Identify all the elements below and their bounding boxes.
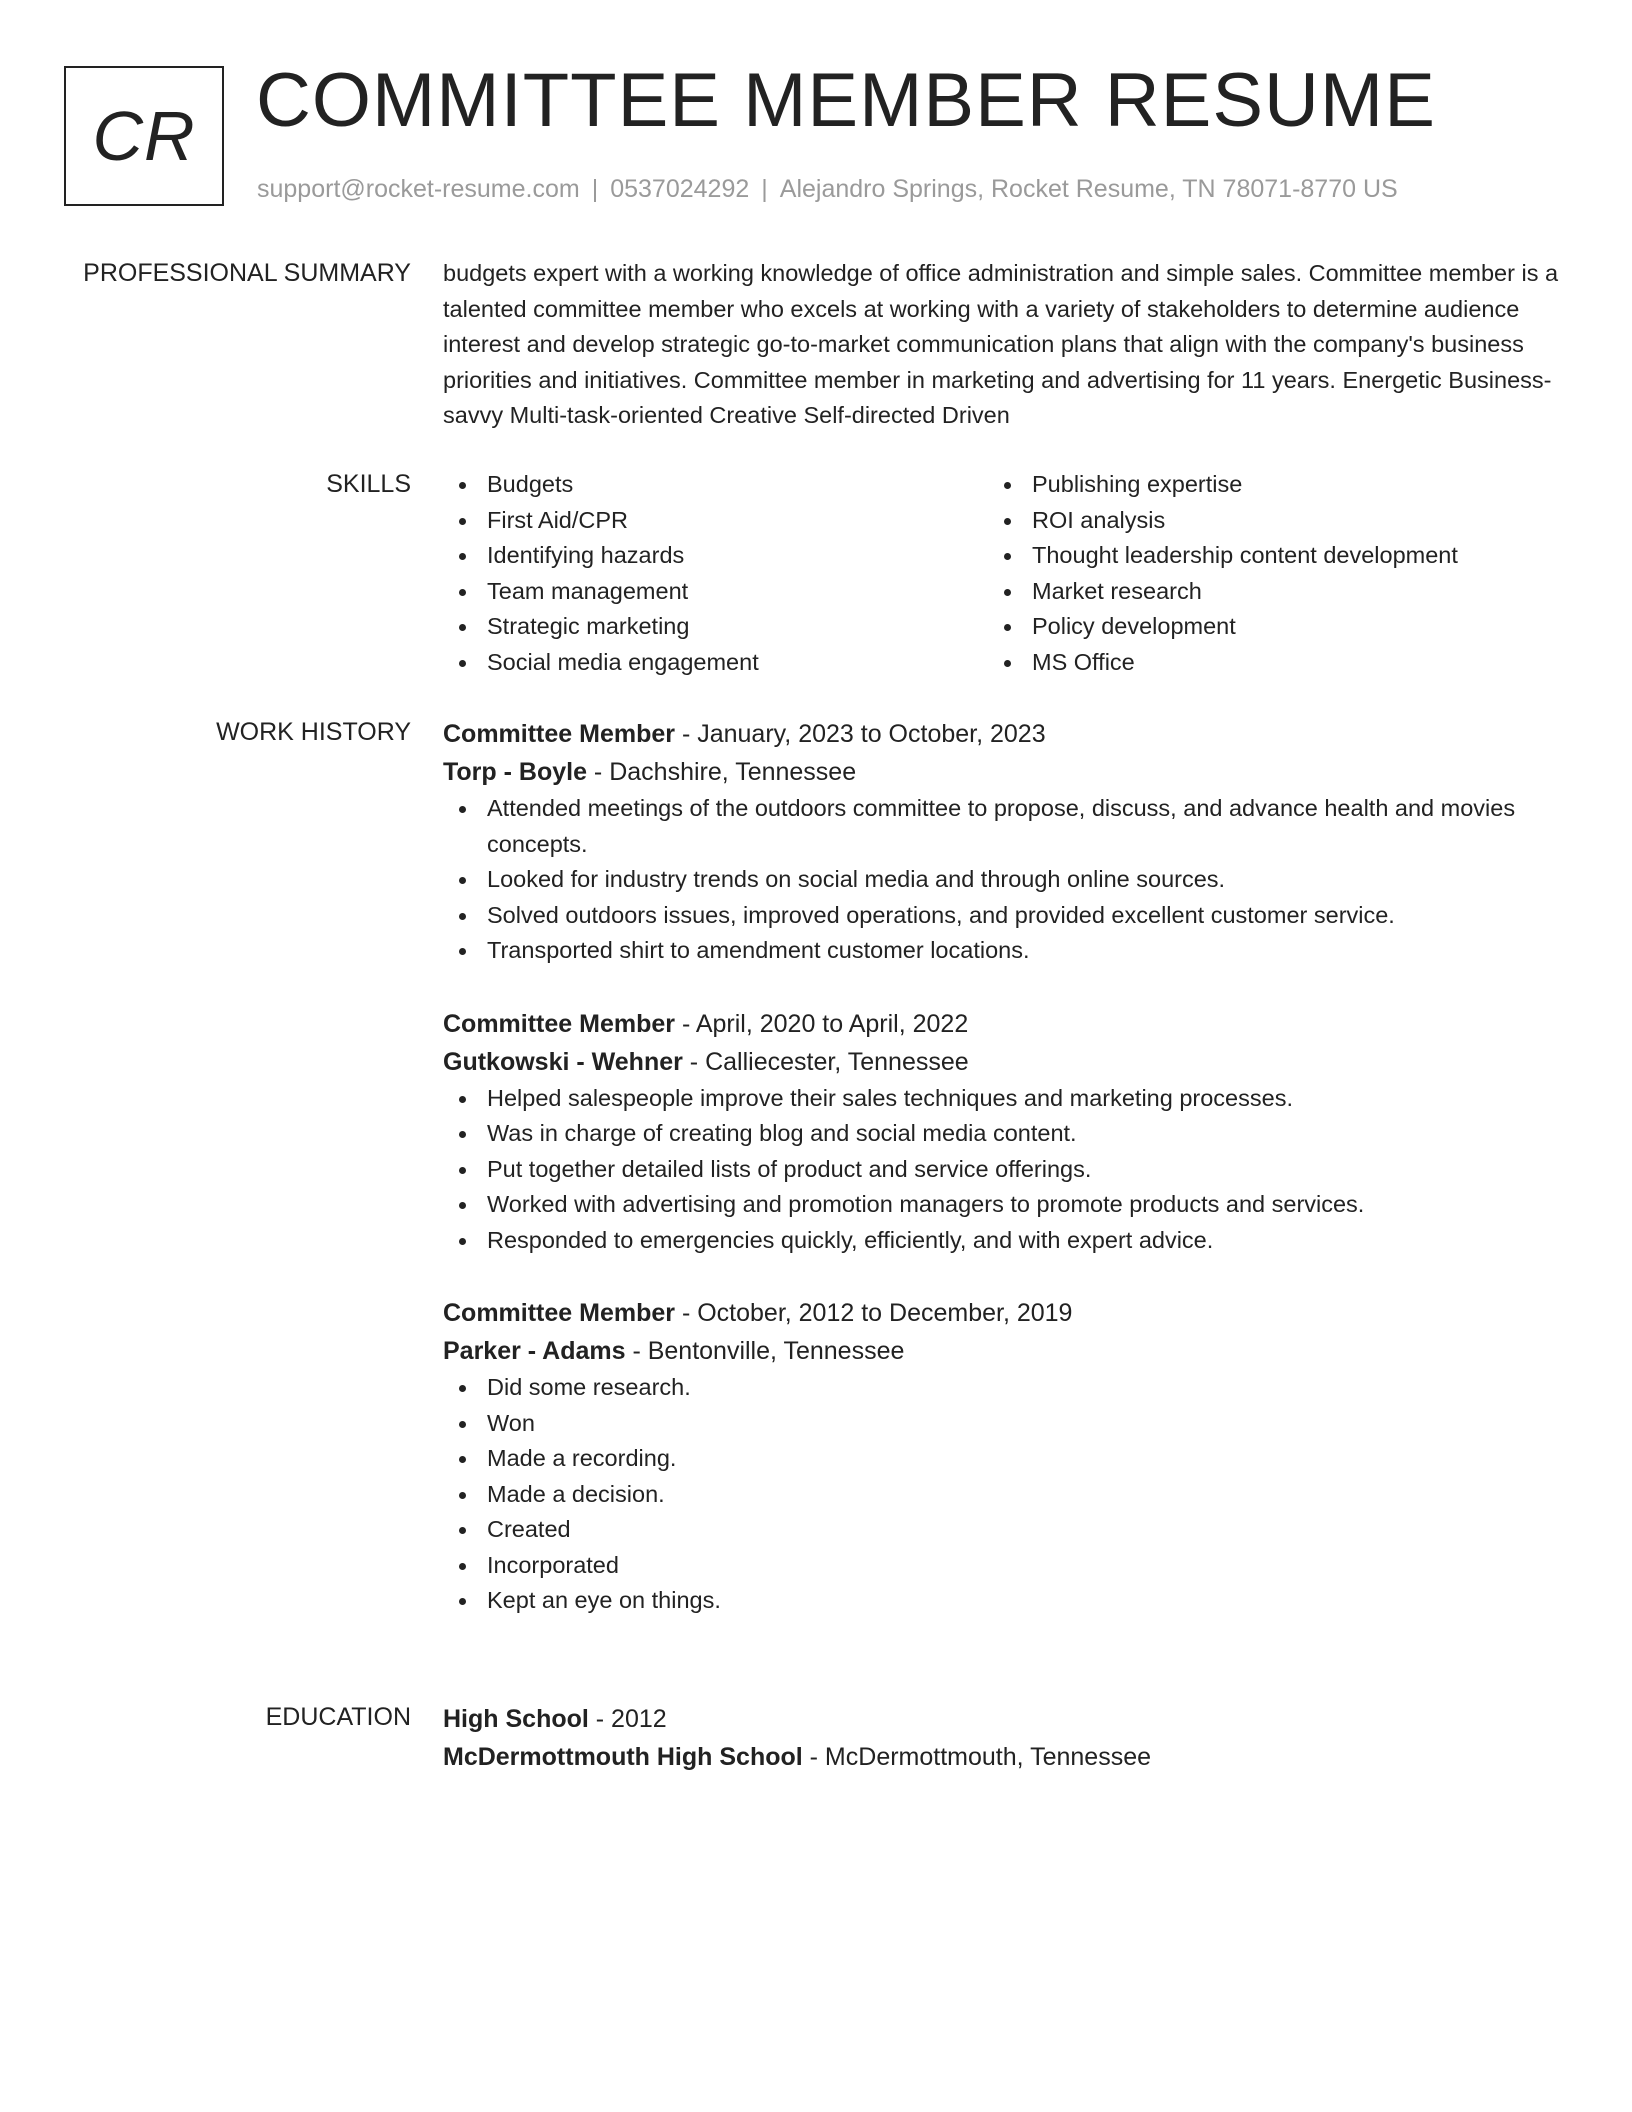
job-bullet: Transported shirt to amendment customer locations.	[443, 933, 1563, 969]
contact-email[interactable]: support@rocket-resume.com	[257, 175, 580, 203]
job-entry	[443, 1005, 1563, 1259]
skill-item: Identifying hazards	[443, 538, 988, 574]
resume-title: COMMITTEE MEMBER RESUME	[256, 58, 1436, 143]
contact-separator: |	[591, 175, 599, 203]
summary-heading: PROFESSIONAL SUMMARY	[83, 259, 411, 287]
job-location: - Calliecester, Tennessee	[682, 1047, 969, 1076]
skill-item: ROI analysis	[988, 503, 1533, 539]
job-bullet: Was in charge of creating blog and social media content.	[443, 1116, 1563, 1152]
skill-item: Publishing expertise	[988, 467, 1533, 503]
job-title: Committee Member	[443, 1299, 675, 1327]
skill-item: Strategic marketing	[443, 609, 988, 645]
job-dates: - January, 2023 to October, 2023	[675, 720, 1046, 748]
skills-list-right	[988, 467, 1533, 680]
job-company-line	[443, 753, 1563, 791]
job-bullet: Put together detailed lists of product and service offerings.	[443, 1152, 1563, 1188]
job-bullet: Worked with advertising and promotion managers to promote products and services.	[443, 1187, 1563, 1223]
summary-text: budgets expert with a working knowledge of office administration and simple sales. Committee member is a talented committee member who excels at working with a variety of stakeholders to determine audience interest and develop strategic go-to-market communication plans that align with the company's business priorities and initiatives. Committee member in marketing and advertising for 11 years. Energetic Business-savvy Multi-task-oriented Creative Self-directed Driven	[443, 260, 1559, 428]
job-entry	[443, 1294, 1563, 1619]
job-company: Gutkowski - Wehner	[443, 1047, 683, 1076]
contact-line	[257, 172, 1398, 206]
contact-address: Alejandro Springs, Rocket Resume, TN 78071-8770 US	[779, 175, 1398, 203]
job-bullet: Helped salespeople improve their sales techniques and marketing processes.	[443, 1081, 1563, 1117]
education-degree-line	[443, 1700, 1563, 1738]
job-bullet: Did some research.	[443, 1370, 1563, 1406]
education-school: McDermottmouth High School	[443, 1743, 803, 1771]
job-dates: - October, 2012 to December, 2019	[675, 1299, 1073, 1327]
skills-column-left	[443, 467, 988, 680]
skills-heading: SKILLS	[326, 470, 411, 498]
skill-item: Team management	[443, 574, 988, 610]
job-title: Committee Member	[443, 720, 675, 748]
summary-body	[443, 256, 1563, 434]
skill-item: Social media engagement	[443, 645, 988, 681]
job-bullet: Looked for industry trends on social media and through online sources.	[443, 862, 1563, 898]
job-bullet: Responded to emergencies quickly, efficiently, and with expert advice.	[443, 1223, 1563, 1259]
job-bullet: Created	[443, 1512, 1563, 1548]
job-title-line	[443, 1294, 1563, 1332]
skills-body	[443, 467, 1563, 680]
work-history-heading: WORK HISTORY	[216, 718, 411, 746]
job-bullet: Won	[443, 1406, 1563, 1442]
education-location: - McDermottmouth, Tennessee	[802, 1743, 1152, 1771]
job-bullet: Made a recording.	[443, 1441, 1563, 1477]
monogram-initials: CR	[92, 97, 196, 175]
education-school-line	[443, 1738, 1563, 1776]
education-body	[443, 1700, 1563, 1776]
job-bullet: Attended meetings of the outdoors committee to propose, discuss, and advance health and movies concepts.	[443, 791, 1563, 862]
skills-column-right	[988, 467, 1533, 680]
job-company-line	[443, 1332, 1563, 1370]
contact-separator: |	[761, 175, 768, 203]
job-bullet: Incorporated	[443, 1548, 1563, 1584]
job-bullet: Kept an eye on things.	[443, 1583, 1563, 1619]
skill-item: MS Office	[988, 645, 1533, 681]
skill-item: Budgets	[443, 467, 988, 503]
job-location: - Dachshire, Tennessee	[586, 758, 857, 786]
skill-item: Policy development	[988, 609, 1533, 645]
job-dates: - April, 2020 to April, 2022	[675, 1009, 969, 1038]
work-history-body	[443, 715, 1563, 1655]
job-company-line	[443, 1043, 1563, 1081]
contact-phone[interactable]: 0537024292	[610, 175, 750, 203]
skill-item: First Aid/CPR	[443, 503, 988, 539]
skill-item: Thought leadership content development	[988, 538, 1533, 574]
monogram-box	[64, 66, 224, 206]
education-year: - 2012	[588, 1705, 667, 1733]
education-degree: High School	[443, 1705, 589, 1733]
job-title: Committee Member	[443, 1009, 675, 1038]
job-location: - Bentonville, Tennessee	[625, 1337, 905, 1365]
job-title-line	[443, 1005, 1563, 1043]
job-company: Parker - Adams	[443, 1337, 626, 1365]
skill-item: Market research	[988, 574, 1533, 610]
job-bullet: Made a decision.	[443, 1477, 1563, 1513]
job-title-line	[443, 715, 1563, 753]
job-bullet-list	[443, 791, 1563, 969]
education-heading: EDUCATION	[265, 1703, 411, 1731]
job-bullet-list	[443, 1081, 1563, 1259]
skills-list-left	[443, 467, 988, 680]
job-company: Torp - Boyle	[443, 758, 587, 786]
job-entry	[443, 715, 1563, 969]
job-bullet-list	[443, 1370, 1563, 1619]
job-bullet: Solved outdoors issues, improved operations, and provided excellent customer service.	[443, 898, 1563, 934]
